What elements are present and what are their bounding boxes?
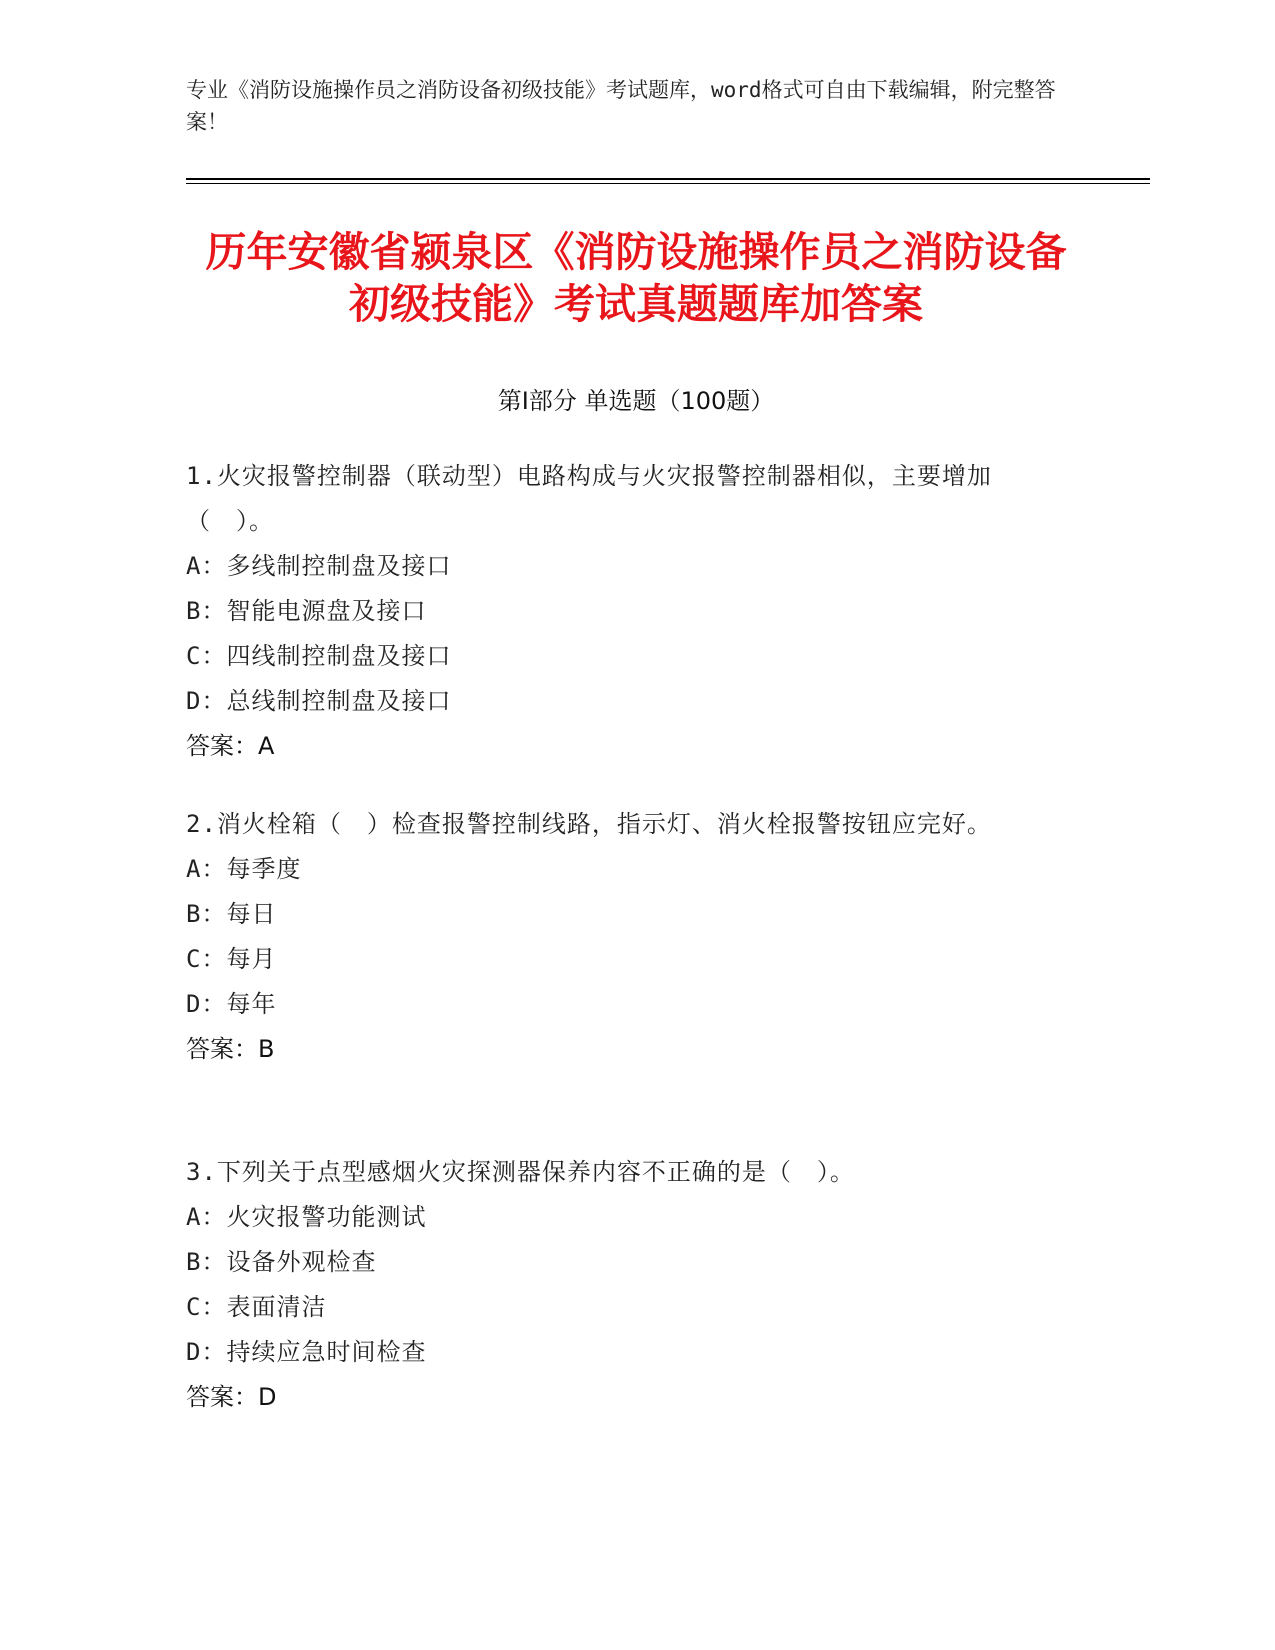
- option-a: A：每季度: [186, 855, 302, 883]
- option-d: D：总线制控制盘及接口: [186, 687, 452, 715]
- question-stem: 3.下列关于点型感烟火灾探测器保养内容不正确的是（ ）。: [186, 1158, 855, 1186]
- question-1: [186, 454, 1066, 769]
- option-d: D：每年: [186, 990, 277, 1018]
- question-stem: 2.消火栓箱（ ）检查报警控制线路，指示灯、消火栓报警按钮应完好。: [186, 810, 992, 838]
- option-a: A：火灾报警功能测试: [186, 1203, 427, 1231]
- option-b: B：智能电源盘及接口: [186, 597, 427, 625]
- answer-line: 答案：D: [186, 1383, 277, 1411]
- option-c: C：表面清洁: [186, 1293, 327, 1321]
- header-note: 专业《消防设施操作员之消防设备初级技能》考试题库，word格式可自由下载编辑，附完整答案！: [186, 78, 1056, 134]
- header-rule-thin: [186, 183, 1150, 184]
- option-c: C：每月: [186, 945, 277, 973]
- answer-line: 答案：B: [186, 1035, 275, 1063]
- option-b: B：每日: [186, 900, 277, 928]
- question-stem: 1.火灾报警控制器（联动型）电路构成与火灾报警控制器相似，主要增加（ ）。: [186, 462, 992, 535]
- option-b: B：设备外观检查: [186, 1248, 377, 1276]
- header-rule-thick: [186, 178, 1150, 180]
- document-title: 历年安徽省颍泉区《消防设施操作员之消防设备初级技能》考试真题题库加答案: [205, 228, 1067, 328]
- section-heading: 第I部分 单选题（100题）: [497, 387, 775, 415]
- question-2: [186, 802, 1066, 1072]
- answer-line: 答案：A: [186, 732, 275, 760]
- option-d: D：持续应急时间检查: [186, 1338, 427, 1366]
- question-3: [186, 1150, 1066, 1420]
- option-a: A：多线制控制盘及接口: [186, 552, 452, 580]
- option-c: C：四线制控制盘及接口: [186, 642, 452, 670]
